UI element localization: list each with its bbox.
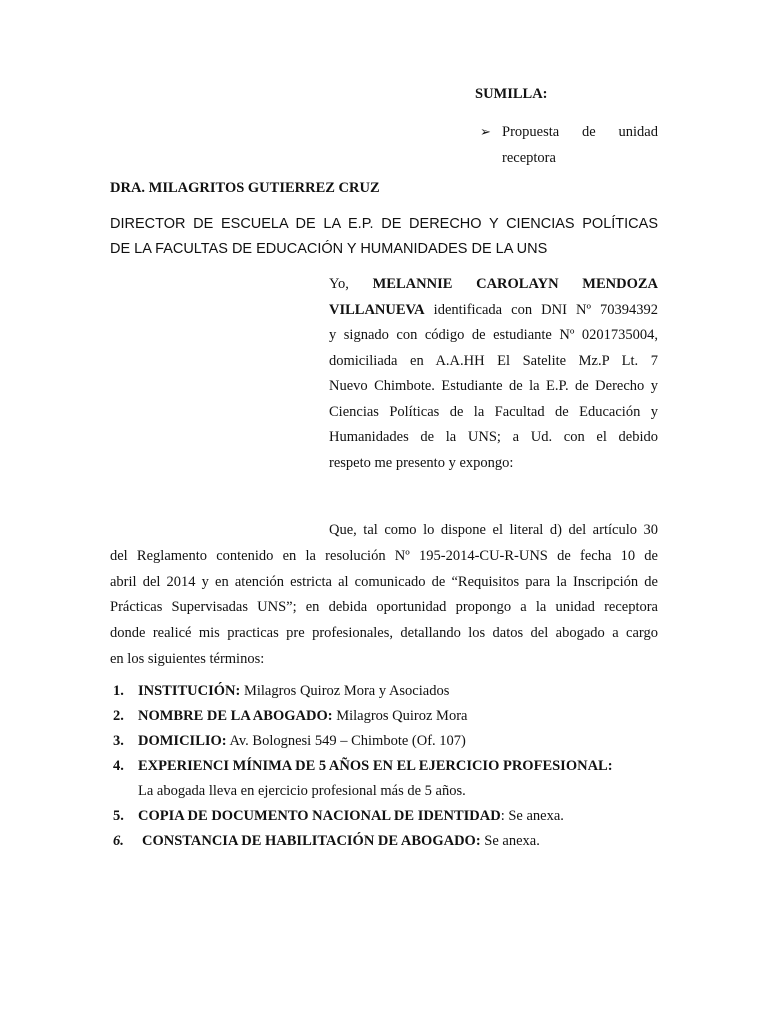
intro-name-part2: VILLANUEVA <box>329 301 425 318</box>
intro-line8: respeto me presento y expongo: <box>329 454 514 471</box>
body-line2: del Reglamento contenido en la resolución Nº 195-2014-CU-R-UNS de fecha 10 de <box>110 547 658 564</box>
intro-line5: Nuevo Chimbote. Estudiante de la E.P. de Derecho y <box>329 378 658 394</box>
body-paragraph <box>110 518 658 673</box>
arrow-bullet-icon: ➢ <box>480 124 491 139</box>
addressee: DRA. MILAGRITOS GUTIERREZ CRUZ <box>110 180 380 196</box>
list-number: 4. <box>113 758 124 774</box>
list-value: : Se anexa. <box>500 808 564 824</box>
director-heading <box>110 212 658 262</box>
body-line6: en los siguientes términos: <box>110 650 265 667</box>
sumilla-item-line2: receptora <box>502 150 556 166</box>
body-line5: donde realicé mis practicas pre profesionales, detallando los datos del abogado a cargo <box>110 625 658 642</box>
list-number: 1. <box>113 683 124 699</box>
list-value: Se anexa. <box>480 833 540 849</box>
list-label: EXPERIENCI MÍNIMA DE 5 AÑOS EN EL EJERCICIO PROFESIONAL: <box>138 758 613 774</box>
list-item <box>113 754 673 804</box>
list-label: NOMBRE DE LA ABOGADO: <box>138 708 333 724</box>
sumilla-item-line1: Propuesta de unidad <box>502 124 658 140</box>
list-value: Milagros Quiroz Mora y Asociados <box>240 683 450 699</box>
list-item <box>113 729 673 754</box>
list-item <box>113 804 673 829</box>
body-line4: Prácticas Supervisadas UNS”; en debida oportunidad propongo a la unidad receptora <box>110 599 658 616</box>
intro-yo: Yo, <box>329 276 349 292</box>
list-number: 2. <box>113 708 124 724</box>
list-continuation: La abogada lleva en ejercicio profesional más de 5 años. <box>138 783 466 799</box>
intro-line3: y signado con código de estudiante Nº 0201735004, <box>329 327 658 343</box>
list-number: 6. <box>113 833 124 849</box>
sumilla-title: SUMILLA: <box>475 86 548 102</box>
intro-line4: domiciliada en A.A.HH El Satelite Mz.P Lt. 7 <box>329 352 658 369</box>
body-line1: Que, tal como lo dispone el literal d) del artículo 30 <box>329 522 658 538</box>
intro-line1 <box>329 272 658 298</box>
director-line2: DE LA FACULTAS DE EDUCACIÓN Y HUMANIDADES DE LA UNS <box>110 241 548 257</box>
intro-line6: Ciencias Políticas de la Facultad de Educación y <box>329 403 658 420</box>
director-line1: DIRECTOR DE ESCUELA DE LA E.P. DE DERECHO Y CIENCIAS POLÍTICAS <box>110 216 658 232</box>
intro-paragraph <box>329 272 658 476</box>
intro-dni: identificada con DNI Nº 70394392 <box>424 301 658 318</box>
intro-line2 <box>329 298 658 324</box>
list-item <box>113 829 673 854</box>
list-item <box>113 704 673 729</box>
list-number: 5. <box>113 808 124 824</box>
intro-line7: Humanidades de la UNS; a Ud. con el debido <box>329 429 658 445</box>
sumilla-item <box>480 119 658 171</box>
terms-list <box>113 679 673 854</box>
list-value: Av. Bolognesi 549 – Chimbote (Of. 107) <box>226 733 466 749</box>
list-label: INSTITUCIÓN: <box>138 683 241 699</box>
list-label: CONSTANCIA DE HABILITACIÓN DE ABOGADO: <box>142 833 481 849</box>
list-item <box>113 679 673 704</box>
intro-name-part1: MELANNIE CAROLAYN MENDOZA <box>372 276 658 292</box>
body-line3: abril del 2014 y en atención estricta al comunicado de “Requisitos para la Inscripción de <box>110 573 658 590</box>
list-number: 3. <box>113 733 124 749</box>
list-label: COPIA DE DOCUMENTO NACIONAL DE IDENTIDAD <box>138 808 501 824</box>
list-value: Milagros Quiroz Mora <box>332 708 468 724</box>
list-label: DOMICILIO: <box>138 733 227 749</box>
